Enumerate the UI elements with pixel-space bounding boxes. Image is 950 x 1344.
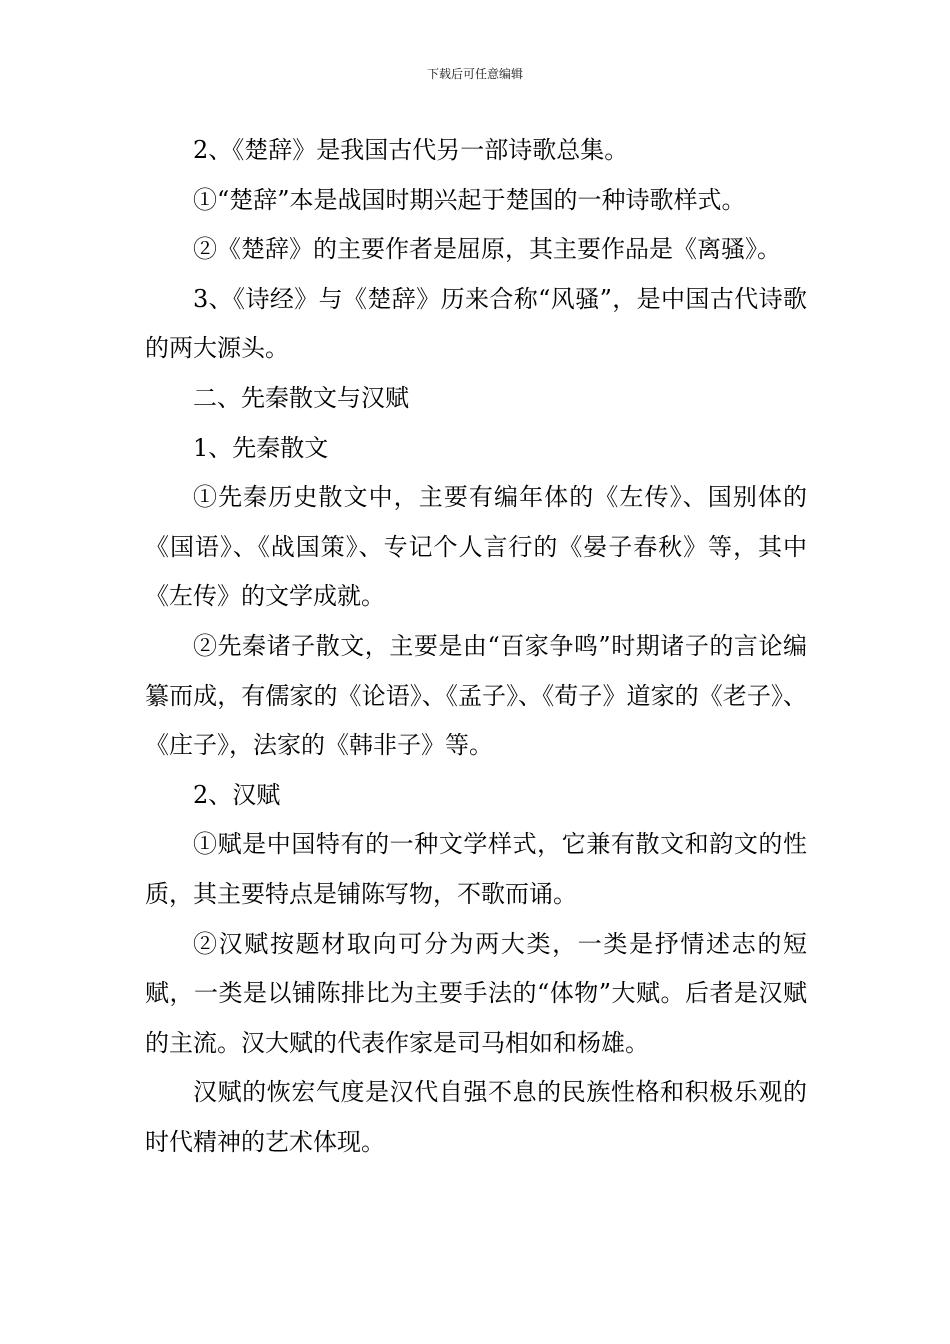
page-header-note: 下载后可任意编辑: [426, 67, 523, 81]
paragraph-chuci-intro: 2、《楚辞》是我国古代另一部诗歌总集。: [193, 136, 629, 164]
paragraph-fu-definition: ①赋是中国特有的一种文学样式，它兼有散文和韵文的性质，其主要特点是铺陈写物，不歌而诵。: [145, 830, 807, 908]
document-body: [145, 126, 807, 1167]
paragraph-chuci-origin: ①“楚辞”本是战国时期兴起于楚国的一种诗歌样式。: [193, 185, 746, 214]
paragraph-historical-prose: ①先秦历史散文中，主要有编年体的《左传》、国别体的《国语》、《战国策》、专记个人言行的《晏子春秋》等，其中《左传》的文学成就。: [145, 483, 807, 611]
paragraph-fu-spirit: 汉赋的恢宏气度是汉代自强不息的民族性格和积极乐观的时代精神的艺术体现。: [145, 1078, 807, 1156]
paragraph-chuci-author: ②《楚辞》的主要作者是屈原，其主要作品是《离骚》。: [193, 235, 781, 264]
paragraph-philosophers-prose: ②先秦诸子散文，主要是由“百家争鸣”时期诸子的言论编纂而成，有儒家的《论语》、《孟子》、《荀子》道家的《老子》、《庄子》，法家的《韩非子》等。: [145, 631, 807, 760]
subheading-han-fu: 2、汉赋: [193, 780, 281, 809]
paragraph-fengsao: 3、《诗经》与《楚辞》历来合称“风骚”，是中国古代诗歌的两大源头。: [145, 284, 807, 363]
section-heading-prose-fu: 二、先秦散文与汉赋: [193, 383, 409, 412]
paragraph-fu-categories: ②汉赋按题材取向可分为两大类，一类是抒情述志的短赋，一类是以铺陈排比为主要手法的“体物”大赋。后者是汉赋的主流。汉大赋的代表作家是司马相如和杨雄。: [145, 929, 807, 1057]
subheading-pre-qin-prose: 1、先秦散文: [193, 433, 329, 462]
